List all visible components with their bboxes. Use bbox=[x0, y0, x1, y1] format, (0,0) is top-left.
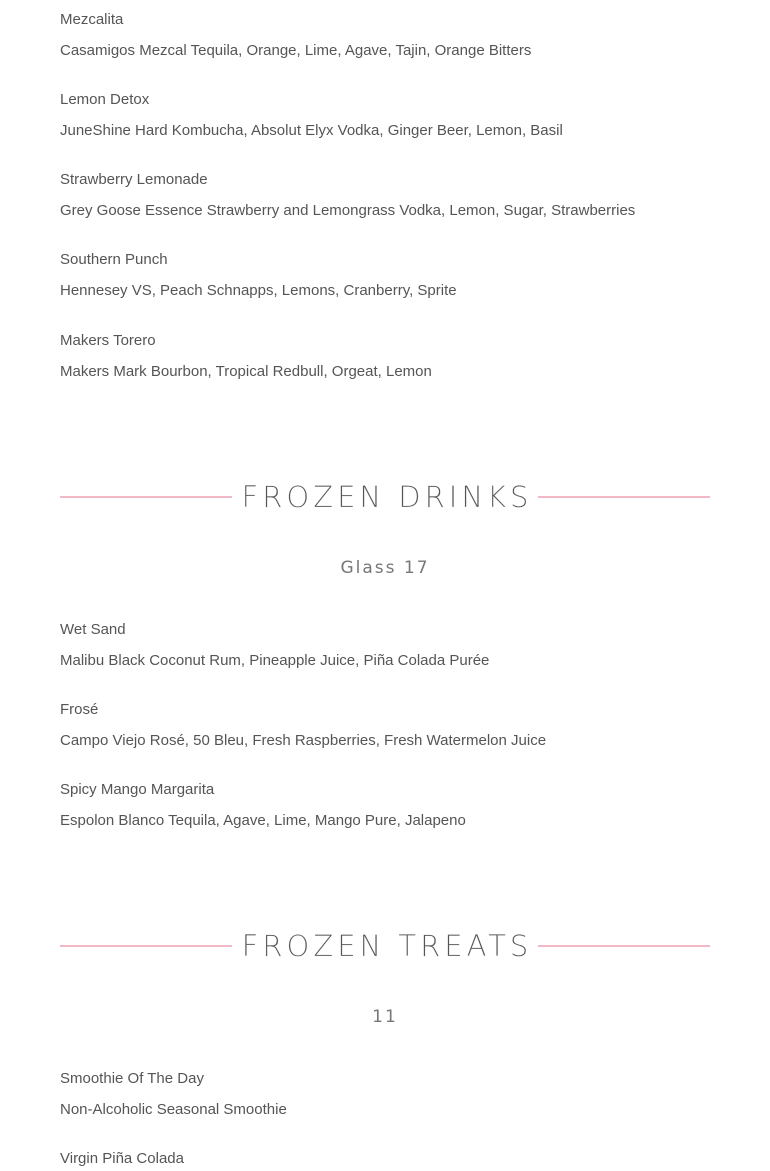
item-description: Campo Viejo Rosé, 50 Bleu, Fresh Raspberries, Fresh Watermelon Juice bbox=[60, 732, 547, 749]
divider-right bbox=[538, 945, 710, 947]
section-header-frozen-treats bbox=[60, 926, 710, 966]
section-title: FROZEN TREATS bbox=[241, 929, 533, 963]
menu-item bbox=[60, 1070, 710, 1119]
item-name: Lemon Detox bbox=[60, 91, 150, 108]
menu-item bbox=[60, 11, 710, 60]
item-name: Virgin Piña Colada bbox=[60, 1150, 184, 1167]
item-description: Makers Mark Bourbon, Tropical Redbull, Orgeat, Lemon bbox=[60, 363, 432, 380]
item-name: Spicy Mango Margarita bbox=[60, 781, 215, 798]
menu-item bbox=[60, 621, 710, 670]
item-name: Wet Sand bbox=[60, 621, 126, 638]
divider-left bbox=[60, 496, 232, 498]
item-description: Casamigos Mezcal Tequila, Orange, Lime, Agave, Tajin, Orange Bitters bbox=[60, 42, 532, 59]
divider-right bbox=[538, 496, 710, 498]
menu-item bbox=[60, 91, 710, 140]
item-description: JuneShine Hard Kombucha, Absolut Elyx Vodka, Ginger Beer, Lemon, Basil bbox=[60, 122, 563, 139]
item-description: Espolon Blanco Tequila, Agave, Lime, Mango Pure, Jalapeno bbox=[60, 812, 466, 829]
menu-item bbox=[60, 251, 710, 300]
item-description: Hennesey VS, Peach Schnapps, Lemons, Cranberry, Sprite bbox=[60, 282, 457, 299]
item-description: Malibu Black Coconut Rum, Pineapple Juice, Piña Colada Purée bbox=[60, 652, 490, 669]
item-name: Makers Torero bbox=[60, 332, 156, 349]
item-name: Southern Punch bbox=[60, 251, 168, 268]
menu-item bbox=[60, 781, 710, 830]
menu-item bbox=[60, 171, 710, 220]
menu-item bbox=[60, 701, 710, 750]
divider-left bbox=[60, 945, 232, 947]
item-description: Grey Goose Essence Strawberry and Lemongrass Vodka, Lemon, Sugar, Strawberries bbox=[60, 202, 636, 219]
section-header-frozen-drinks bbox=[60, 477, 710, 517]
item-name: Mezcalita bbox=[60, 11, 124, 28]
section-price: 11 bbox=[372, 1007, 398, 1027]
item-name: Strawberry Lemonade bbox=[60, 171, 208, 188]
menu-item bbox=[60, 332, 710, 381]
section-title: FROZEN DRINKS bbox=[241, 480, 533, 514]
item-name: Frosé bbox=[60, 701, 99, 718]
item-name: Smoothie Of The Day bbox=[60, 1070, 204, 1087]
menu-item bbox=[60, 1150, 710, 1168]
item-description: Non-Alcoholic Seasonal Smoothie bbox=[60, 1101, 287, 1118]
section-price: Glass 17 bbox=[340, 558, 430, 578]
